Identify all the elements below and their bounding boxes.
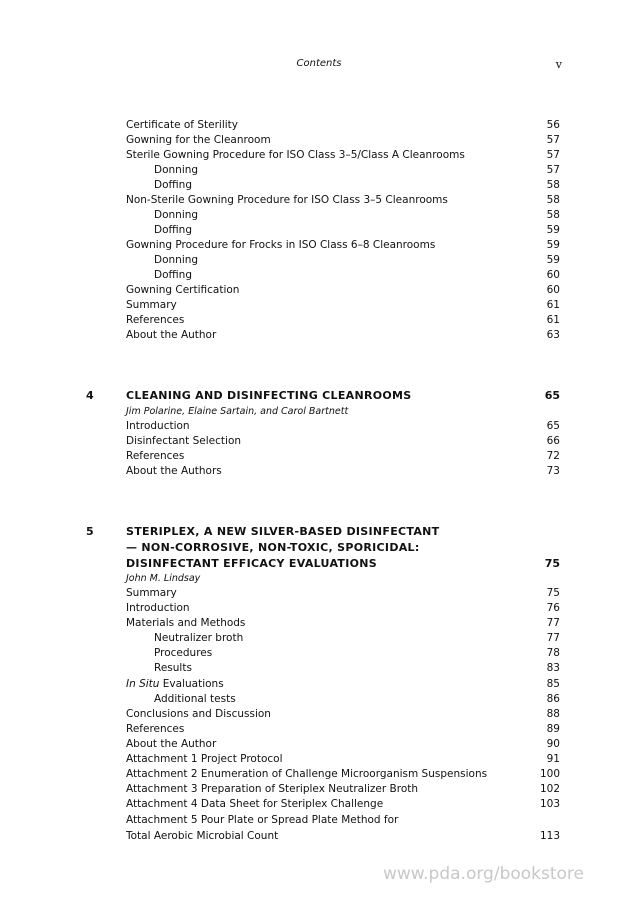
toc-entry[interactable] <box>126 829 560 844</box>
toc-entry-label: Summary <box>126 587 177 599</box>
toc-subentry[interactable] <box>126 661 560 676</box>
toc-entry-label-italic: In Situ <box>126 678 160 690</box>
toc-entry-label: Materials and Methods <box>126 617 246 629</box>
toc-entry-page: 56 <box>546 119 560 131</box>
toc-entry-page: 75 <box>546 587 560 599</box>
toc-entry-page: 113 <box>539 830 560 842</box>
toc-entry-page: 57 <box>546 149 560 161</box>
toc-entry-page: 61 <box>546 299 560 311</box>
toc-entry-label: Procedures <box>154 647 213 659</box>
toc-entry-page: 58 <box>546 179 560 191</box>
toc-entry-label: Attachment 2 Enumeration of Challenge Microorganism Suspensions <box>126 768 488 780</box>
chapter-4-page: 65 <box>544 389 560 402</box>
toc-entry[interactable] <box>126 464 560 479</box>
toc-entry[interactable] <box>126 419 560 434</box>
toc-subentry[interactable] <box>126 253 560 268</box>
toc-entry-page: 100 <box>539 768 560 780</box>
toc-entry[interactable] <box>126 813 560 828</box>
toc-entry-label: Certificate of Sterility <box>126 119 238 131</box>
toc-entry-label: Summary <box>126 299 177 311</box>
bookstore-watermark: www.pda.org/bookstore <box>383 864 585 884</box>
toc-entry-label: Doffing <box>154 179 192 191</box>
toc-entry-page: 57 <box>546 164 560 176</box>
running-header-title: Contents <box>296 58 342 69</box>
toc-entry-label <box>126 677 224 692</box>
toc-entry-page: 91 <box>546 753 560 765</box>
toc-entry-label: Attachment 4 Data Sheet for Steriplex Challenge <box>126 798 384 810</box>
toc-entry[interactable] <box>126 238 560 253</box>
toc-entry-label: Conclusions and Discussion <box>126 708 271 720</box>
toc-entry-page: 58 <box>546 209 560 221</box>
chapter-4-authors <box>126 404 560 419</box>
toc-entry[interactable] <box>126 797 560 812</box>
toc-entry-page: 59 <box>546 254 560 266</box>
toc-entry[interactable] <box>126 148 560 163</box>
toc-entry[interactable] <box>126 118 560 133</box>
toc-entry[interactable] <box>126 782 560 797</box>
toc-entry[interactable] <box>126 752 560 767</box>
toc-entry[interactable] <box>126 283 560 298</box>
chapter-4-title[interactable]: CLEANING AND DISINFECTING CLEANROOMS <box>126 389 412 402</box>
toc-entry-label: Attachment 3 Preparation of Steriplex Neutralizer Broth <box>126 783 419 795</box>
toc-subentry[interactable] <box>126 692 560 707</box>
toc-entry-page: 78 <box>546 647 560 659</box>
toc-entry-label: Donning <box>154 209 199 221</box>
toc-entry-label: About the Authors <box>126 465 222 477</box>
toc-entry[interactable] <box>126 434 560 449</box>
toc-entry-page: 61 <box>546 314 560 326</box>
toc-entry-page: 77 <box>546 617 560 629</box>
toc-entry-page: 77 <box>546 632 560 644</box>
toc-entry-page: 72 <box>546 450 560 462</box>
toc-entry-label: Introduction <box>126 602 190 614</box>
toc-entry[interactable] <box>126 616 560 631</box>
toc-entry[interactable] <box>126 449 560 464</box>
toc-entry-label: Doffing <box>154 224 192 236</box>
chapter-4-number: 4 <box>86 389 94 402</box>
toc-subentry[interactable] <box>126 208 560 223</box>
toc-entry-label: About the Author <box>126 329 217 341</box>
toc-entry-page: 60 <box>546 284 560 296</box>
toc-entry-page: 103 <box>539 798 560 810</box>
toc-subentry[interactable] <box>126 268 560 283</box>
toc-entry-page: 59 <box>546 224 560 236</box>
toc-entry[interactable] <box>126 722 560 737</box>
toc-entry-label: Attachment 5 Pour Plate or Spread Plate Method for <box>126 814 399 826</box>
toc-entry-page: 86 <box>546 693 560 705</box>
toc-entry-label: Attachment 1 Project Protocol <box>126 753 283 765</box>
toc-entry-page: 76 <box>546 602 560 614</box>
toc-entry-label: Total Aerobic Microbial Count <box>126 830 279 842</box>
toc-entry-page: 90 <box>546 738 560 750</box>
toc-entry-page: 58 <box>546 194 560 206</box>
toc-entry-label: Neutralizer broth <box>154 632 244 644</box>
toc-entry-label: Doffing <box>154 269 192 281</box>
toc-entry-page: 66 <box>546 435 560 447</box>
toc-entry-page: 59 <box>546 239 560 251</box>
toc-entry-page: 102 <box>539 783 560 795</box>
toc-entry[interactable] <box>126 133 560 148</box>
toc-entry-label: Donning <box>154 254 199 266</box>
toc-entry-label: Disinfectant Selection <box>126 435 242 447</box>
toc-subentry[interactable] <box>126 178 560 193</box>
chapter-5-authors <box>126 571 560 586</box>
toc-entry-label: Sterile Gowning Procedure for ISO Class 3–5/Class A Cleanrooms <box>126 149 465 161</box>
chapter-authors-text: John M. Lindsay <box>126 573 201 584</box>
chapter-5-title-line-3[interactable]: DISINFECTANT EFFICACY EVALUATIONS <box>126 557 377 570</box>
toc-entry-page: 60 <box>546 269 560 281</box>
toc-entry-page: 89 <box>546 723 560 735</box>
toc-entry-label: Non-Sterile Gowning Procedure for ISO Class 3–5 Cleanrooms <box>126 194 448 206</box>
toc-entry[interactable] <box>126 677 560 692</box>
toc-subentry[interactable] <box>126 646 560 661</box>
toc-entry-page: 85 <box>546 678 560 690</box>
toc-entry-label: Donning <box>154 164 199 176</box>
toc-entry-label-rest: Evaluations <box>159 678 224 690</box>
toc-entry-label: Additional tests <box>154 693 236 705</box>
toc-entry-label: Gowning Procedure for Frocks in ISO Class 6–8 Cleanrooms <box>126 239 436 251</box>
toc-entry-page: 73 <box>546 465 560 477</box>
toc-entry-page: 83 <box>546 662 560 674</box>
toc-entry[interactable] <box>126 586 560 601</box>
toc-entry[interactable] <box>126 601 560 616</box>
toc-entry-label: References <box>126 450 185 462</box>
toc-entry-page: 63 <box>546 329 560 341</box>
running-header-page-number: v <box>555 58 562 71</box>
chapter-5-title-line-1[interactable]: STERIPLEX, A NEW SILVER-BASED DISINFECTANT <box>126 525 440 538</box>
toc-entry-page: 57 <box>546 134 560 146</box>
toc-entry-page: 88 <box>546 708 560 720</box>
toc-entry-page: 65 <box>546 420 560 432</box>
toc-subentry[interactable] <box>126 163 560 178</box>
chapter-5-number: 5 <box>86 525 94 538</box>
toc-entry-label: Gowning for the Cleanroom <box>126 134 271 146</box>
toc-entry[interactable] <box>126 313 560 328</box>
toc-entry-label: Introduction <box>126 420 190 432</box>
chapter-5-title-line-2[interactable]: — NON-CORROSIVE, NON-TOXIC, SPORICIDAL: <box>126 541 420 554</box>
chapter-5-page: 75 <box>544 557 560 570</box>
toc-entry[interactable] <box>126 193 560 208</box>
toc-subentry[interactable] <box>126 223 560 238</box>
toc-entry[interactable] <box>126 767 560 782</box>
toc-entry-label: References <box>126 314 185 326</box>
toc-entry[interactable] <box>126 298 560 313</box>
toc-entry-label: Gowning Certification <box>126 284 240 296</box>
toc-entry[interactable] <box>126 707 560 722</box>
toc-entry-label: About the Author <box>126 738 217 750</box>
toc-entry-label: References <box>126 723 185 735</box>
toc-entry-label: Results <box>154 662 192 674</box>
chapter-authors-text: Jim Polarine, Elaine Sartain, and Carol Bartnett <box>126 406 349 417</box>
toc-subentry[interactable] <box>126 631 560 646</box>
toc-entry[interactable] <box>126 737 560 752</box>
toc-entry[interactable] <box>126 328 560 343</box>
